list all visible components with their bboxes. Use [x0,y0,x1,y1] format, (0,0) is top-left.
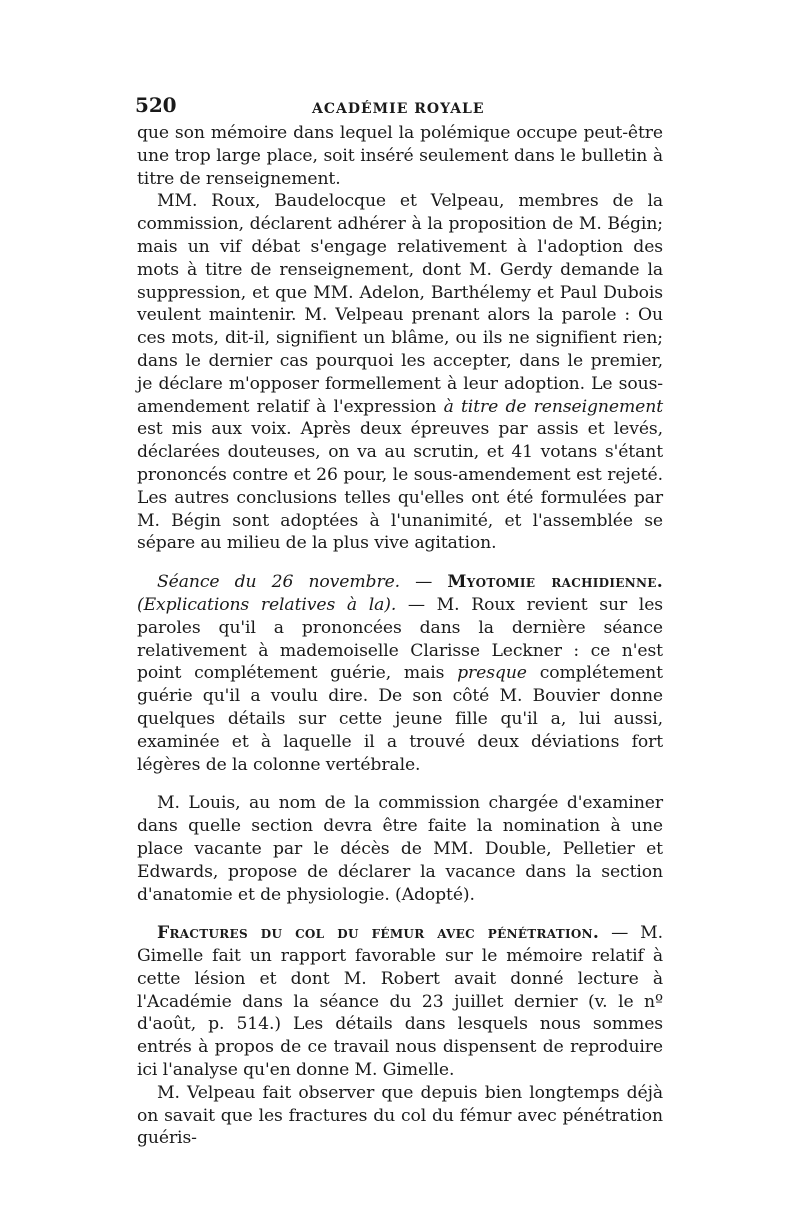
paragraph-seance [137,571,663,776]
italic-phrase: à titre de renseignement [443,396,663,417]
italic-word: presque [457,663,527,684]
paragraph-text: MM. Roux, Baudelocque et Velpeau, membres de la commission, déclarent adhérer à la proposition de M. Bégin; mais un vif débat s'engage relativement à l'adoption des mots à titre de renseignement, dont M. Gerdy demande la suppression, et que MM. Adelon, Barthélemy et Paul Dubois veulent maintenir. M. Velpeau prenant alors la parole : Ou ces mots, dit-il, signifient un blâme, ou ils ne signifient rien; dans le dernier cas pourquoi les accepter, dans le premier, je déclare m'opposer formellement à leur adoption. Le sous-amendement relatif à l'expression [137,191,663,417]
paragraph-text: est mis aux voix. Après deux épreuves par assis et levés, déclarées douteuses, on va au scrutin, et 41 votans s'étant prononcés contre et 26 pour, le sous-amendement est rejeté. Les autres conclusions telles qu'elles ont été formulées par M. Bégin sont adoptées à l'unanimité, et l'assemblée se sépare au milieu de la plus vive agitation. [137,419,663,554]
section-heading-fractures: Fractures du col du fémur avec pénétration. [157,923,600,944]
heading-explication: (Explications relatives à la). [137,594,397,615]
book-page [137,94,663,1150]
running-title: ACADÉMIE ROYALE [312,101,485,117]
section-heading-myotomie: Myotomie rachidienne. [447,572,663,593]
paragraph-commission-debate [137,190,663,555]
paragraph-text: — M. Roux revient sur les paroles qu'il a prononcées dans la dernière séance relativement à mademoiselle Clarisse Leckner : ce n'est point complétement guérie, mais [137,594,663,684]
paragraph-text: — M. Gimelle fait un rapport favorable sur le mémoire relatif à cette lésion et dont M. Robert avait donné lecture à l'Académie dans la séance du 23 juillet dernier (v. le nº d'août, p. 514.) Les détails dans lesquels nous sommes entrés à propos de ce travail nous dispensent de reproduire ici l'analyse qu'en donne M. Gimelle. [137,923,663,1081]
page-number: 520 [135,93,177,117]
paragraph-velpeau: M. Velpeau fait observer que depuis bien longtemps déjà on savait que les fractures du col du fémur avec pénétration guéris- [137,1082,663,1149]
paragraph-louis: M. Louis, au nom de la commission chargée d'examiner dans quelle section devra être faite la nomination à une place vacante par le décès de MM. Double, Pelletier et Edwards, propose de déclarer la vacance dans la section d'anatomie et de physiologie. (Adopté). [137,793,663,905]
seance-date: Séance du 26 novembre. [157,572,401,593]
page-header [137,94,663,120]
paragraph-text: complétement guérie qu'il a voulu dire. De son côté M. Bouvier donne quelques détails sur cette jeune fille qu'il a, lui aussi, examinée et à laquelle il a trouvé deux déviations fort légères de la colonne vertébrale. [137,663,663,775]
dash: — [400,572,448,593]
paragraph-continuation: que son mémoire dans lequel la polémique occupe peut-être une trop large place, soit inséré seulement dans le bulletin à titre de renseignement. [137,123,663,189]
paragraph-fractures [137,922,663,1082]
